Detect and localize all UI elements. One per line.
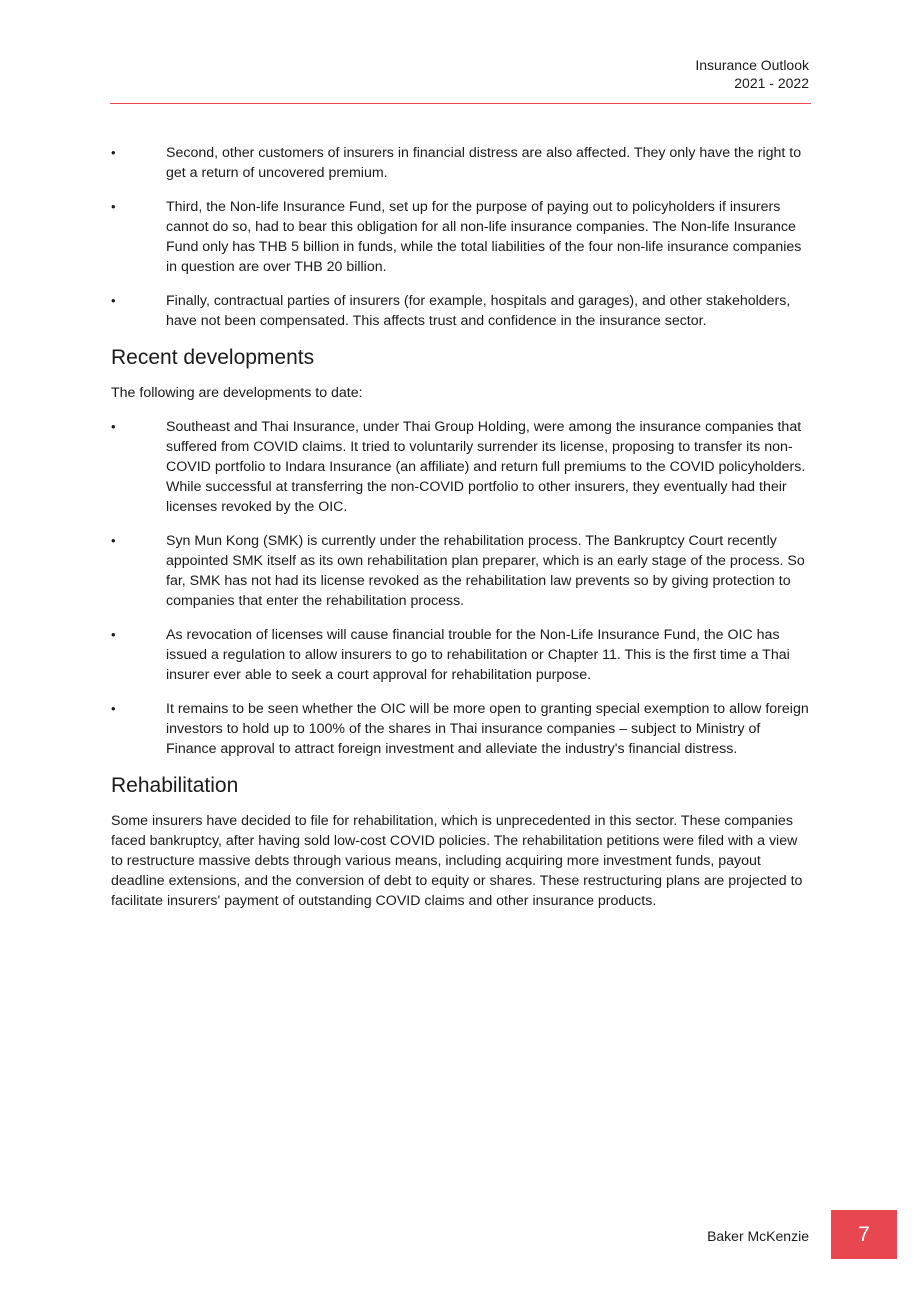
list-item-text: As revocation of licenses will cause financial trouble for the Non-Life Insurance Fund, the OIC has issued a regulation to allow insurers to go to rehabilitation or Chapter 11. This is the first time a Thai insurer ever able to seek a court approval for rehabilitation purpose. [166,627,790,683]
list-item [111,417,809,517]
header-title: Insurance Outlook [695,57,809,73]
list-item-text: It remains to be seen whether the OIC will be more open to granting special exemption to allow foreign investors to hold up to 100% of the shares in Thai insurance companies – subject to Ministry of Finance approval to attract foreign investment and alleviate the industry's financial distress. [166,701,809,757]
footer-brand: Baker McKenzie [707,1228,809,1244]
bullet-icon: • [111,293,116,308]
intro-bullet-list [111,143,809,331]
bullet-icon: • [111,627,116,642]
list-item [111,197,809,277]
list-item [111,625,809,685]
header-divider [110,103,811,104]
bullet-icon: • [111,533,116,548]
bullet-icon: • [111,701,116,716]
bullet-icon: • [111,419,116,434]
list-item-text: Third, the Non-life Insurance Fund, set up for the purpose of paying out to policyholders if insurers cannot do so, had to bear this obligation for all non-life insurance companies. The Non-life Insurance Fund only has THB 5 billion in funds, while the total liabilities of the four non-life insurance companies in question are over THB 20 billion. [166,199,802,275]
page-number: 7 [858,1222,870,1246]
bullet-icon: • [111,145,116,160]
section-heading-rehabilitation: Rehabilitation [111,774,239,797]
bullet-icon: • [111,199,116,214]
list-item [111,699,809,759]
section-heading-recent-developments: Recent developments [111,346,315,369]
recent-intro-text: The following are developments to date: [111,385,363,401]
header-years: 2021 - 2022 [734,75,809,91]
list-item-text: Syn Mun Kong (SMK) is currently under the rehabilitation process. The Bankruptcy Court recently appointed SMK itself as its own rehabilitation plan preparer, which is an early stage of the process. So far, SMK has not had its license revoked as the rehabilitation law prevents so by giving protection to companies that enter the rehabilitation process. [166,533,805,609]
rehabilitation-paragraph: Some insurers have decided to file for rehabilitation, which is unprecedented in this sector. These companies faced bankruptcy, after having sold low-cost COVID policies. The rehabilitation petitions were filed with a view to restructure massive debts through various means, including acquiring more investment funds, payout deadline extensions, and the conversion of debt to equity or shares. These restructuring plans are projected to facilitate insurers' payment of outstanding COVID claims and other insurance products. [111,813,803,909]
page-content [111,143,809,925]
page-number-badge [831,1210,897,1259]
list-item-text: Second, other customers of insurers in financial distress are also affected. They only have the right to get a return of uncovered premium. [166,145,802,181]
list-item [111,291,809,331]
list-item [111,531,809,611]
list-item-text: Finally, contractual parties of insurers (for example, hospitals and garages), and other stakeholders, have not been compensated. This affects trust and confidence in the insurance sector. [166,293,791,329]
recent-bullet-list [111,417,809,759]
list-item-text: Southeast and Thai Insurance, under Thai Group Holding, were among the insurance companies that suffered from COVID claims. It tried to voluntarily surrender its license, proposing to transfer its non- COVID portfolio to Indara Insurance (an affiliate) and return full premiums to the COVID policyholders. While successful at transferring the non-COVID portfolio to other insurers, they eventually had their licenses revoked by the OIC. [166,419,806,515]
page-header [695,56,809,92]
list-item [111,143,809,183]
